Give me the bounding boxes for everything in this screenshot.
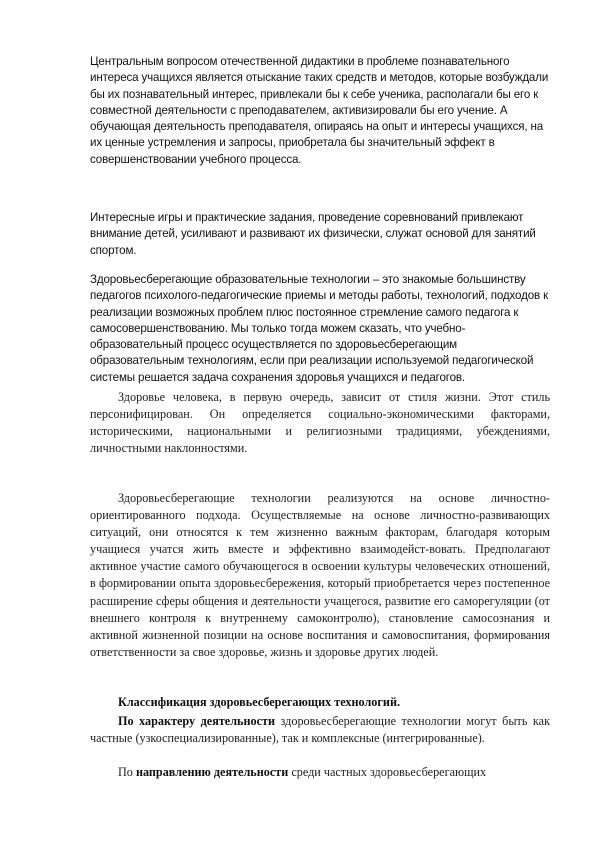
bold-term-activity-direction: направлению деятельности xyxy=(135,765,289,779)
bold-term-activity-type: По характеру деятельности xyxy=(118,714,276,728)
paragraph-lifestyle: Здоровье человека, в первую очередь, зависит от стиля жизни. Этот стиль персонифицирован. Он определяется социально-экономическими факторами, историческими, национальными и религиозными традициями, убеждениями, личностными наклонностями. xyxy=(90,390,550,456)
paragraph-health-technologies: Здоровьесберегающие образовательные технологии – это знакомые большинству педагогов психолого-педагогические приемы и методы работы, технологий, подходов к реализации возможных проблем плюс постоянное стремление самого педагога к самосовершенствованию. Мы только тогда можем сказать, что учебно-образовательный процесс осуществляется по здоровьесберегающим образовательным технологиям, если при реализации используемой педагогической системы решается задача сохранения здоровья учащихся и педагогов. xyxy=(90,273,549,384)
paragraph-didactics: Центральным вопросом отечественной дидактики в проблеме познавательного интереса учащихся является отыскание таких средств и методов, которые возбуждали бы их познавательный интерес, привлекали бы к себе ученика, располагали бы его к совместной деятельности с преподавателем, активизировали бы его учение. А обучающая деятельность преподавателя, опираясь на опыт и интересы учащихся, на их ценные устремления и запросы, приобретала бы значительный эффект в совершенствовании учебного процесса. xyxy=(90,55,549,166)
paragraph-games: Интересные игры и практические задания, проведение соревнований привлекают внимание детей, усиливают и развивают их физически, служат основой для занятий спортом. xyxy=(90,211,536,257)
paragraph-activity-direction xyxy=(90,764,550,781)
paragraph-activity-type xyxy=(90,713,550,747)
paragraph-activity-direction-start: По xyxy=(118,765,136,779)
paragraph-personal-approach: Здоровьесберегающие технологии реализуются на основе личностно-ориентированного подхода. Осуществляемые на основе личностно-развивающих ситуаций, они относятся к тем жизненно важным факторам, благодаря которым учащиеся учатся жить вместе и эффективно взаимодейст-вовать. Предполагают активное участие самого обучающегося в освоении культуры человеческих отношений, в формировании опыта здоровьесбережения, который приобретается через постепенное расширение сферы общения и деятельности учащегося, развитие его саморегуляции (от внешнего контроля к внутреннему самоконтролю), становление самосознания и активной жизненной позиции на основе воспитания и самовоспитания, формирования ответственности за свое здоровье, жизнь и здоровье других людей. xyxy=(90,491,550,659)
paragraph-activity-direction-text: среди частных здоровьесберегающих xyxy=(288,765,487,779)
paragraph-activity-type-text: здоровьесберегающие технологии могут быть как частные (узкоспециализированные), так и комплексные (интегрированные). xyxy=(90,714,550,746)
section-heading: Классификация здоровьесберегающих технологий. xyxy=(118,695,401,709)
